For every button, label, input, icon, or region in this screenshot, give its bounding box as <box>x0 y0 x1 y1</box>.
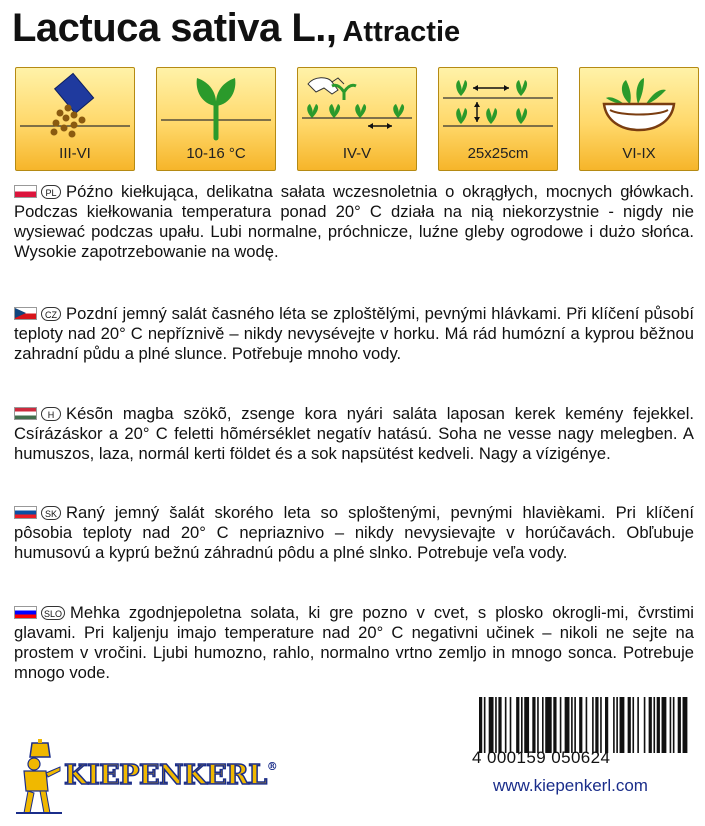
spacing-label: 25x25cm <box>467 145 529 162</box>
product-title <box>12 6 460 51</box>
language-code-h: H <box>41 407 61 421</box>
temperature-label: 10-16 °C <box>186 145 246 162</box>
language-code-sk: SK <box>41 506 61 520</box>
language-code-pl: PL <box>41 185 61 199</box>
kiepenkerl-brand-logo <box>64 760 277 791</box>
description-cz: Pozdní jemný salát časného léta se zploštělými, pevnými hlávkami. Při klíčení působí teploty nad 20° C nepříznivě – nikdy nevysévejte v horku. Má rád humózní a kyprou běžnou zahradní půdu a plné slunce. Potřebuje mnoho vody. <box>14 304 694 363</box>
latin-name: Lactuca sativa L., <box>12 6 337 50</box>
description-h: Késõn magba szökõ, zsenge kora nyári saláta laposan kerek kemény fejekkel. Csírázáskor a 20° C feletti hõmérséklet negatív hatású. Soha ne vesse nagy melegben. A humuszos, laza, normál kerti földet és a sok napsütést kedveli. Nagy a vízigénye. <box>14 404 694 463</box>
barcode-digits: 4 000159 050624 <box>472 748 611 767</box>
language-code-slo: SLO <box>41 606 65 620</box>
registered-mark: ® <box>266 760 278 773</box>
website-url: www.kiepenkerl.com <box>493 776 648 795</box>
plant-spacing-icon <box>439 68 557 148</box>
section-h <box>14 404 694 464</box>
hungary-flag-icon <box>14 407 37 420</box>
section-pl <box>14 182 694 262</box>
variety-name: Attractie <box>342 16 461 48</box>
growing-info-icons <box>15 67 699 173</box>
barcode-icon <box>477 697 691 753</box>
harvest-bowl-icon <box>580 68 698 148</box>
description-pl: Późno kiełkująca, delikatna sałata wczesnoletnia o okrągłych, mocnych główkach. Podczas kiełkowania temperatura ponad 20° C działa na nią niekorzystnie - nigdy nie wysiewać podczas upału. Lubi normalne, próchnicze, luźne gleby ogrodowe i dużo słońca. Wysokie zapotrzebowanie na wodę. <box>14 182 694 261</box>
planting-months-label: IV-V <box>342 145 372 162</box>
harvest-time-box <box>579 67 699 171</box>
description-sk: Raný jemný šalát skorého leta so sploštenými, pevnými hlavièkami. Pri klíčení pôsobia teploty nad 20° C nepriaznivo – nikdy nevysievajte v horúčavách. Obľubuje humusovú a kyprú bežnú záhradnú pôdu a plné slnko. Potrebuje veľa vody. <box>14 503 694 562</box>
section-cz <box>14 304 694 364</box>
planting-out-icon <box>298 68 416 148</box>
czech-flag-icon <box>14 307 37 320</box>
planting-out-box <box>297 67 417 171</box>
sowing-time-box <box>15 67 135 171</box>
brand-name: KIEPENKERL <box>64 760 267 791</box>
description-slo: Mehka zgodnjepoletna solata, ki gre pozno v cvet, s plosko okrogli-mi, čvrstimi glavami. Pri kaljenju imajo temperature nad 20° C negativni učinek – nikoli ne sejte na prostem v vročini. Ljubi humozno, rahlo, normalno vrtno zemljo in mnogo sonca. Potrebuje mnogo vode. <box>14 603 694 682</box>
section-slo <box>14 603 694 683</box>
sowing-months-label: III-VI <box>59 145 91 162</box>
spacing-box <box>438 67 558 171</box>
slovakia-flag-icon <box>14 506 37 519</box>
language-code-cz: CZ <box>41 307 61 321</box>
germination-temp-box <box>156 67 276 171</box>
seed-packet-sowing-icon <box>16 68 134 148</box>
kiepenkerl-figure-logo-icon <box>14 737 64 817</box>
slovenia-flag-icon <box>14 606 37 619</box>
poland-flag-icon <box>14 185 37 198</box>
section-sk <box>14 503 694 563</box>
harvest-months-label: VI-IX <box>622 145 656 162</box>
sprout-temperature-icon <box>157 68 275 148</box>
